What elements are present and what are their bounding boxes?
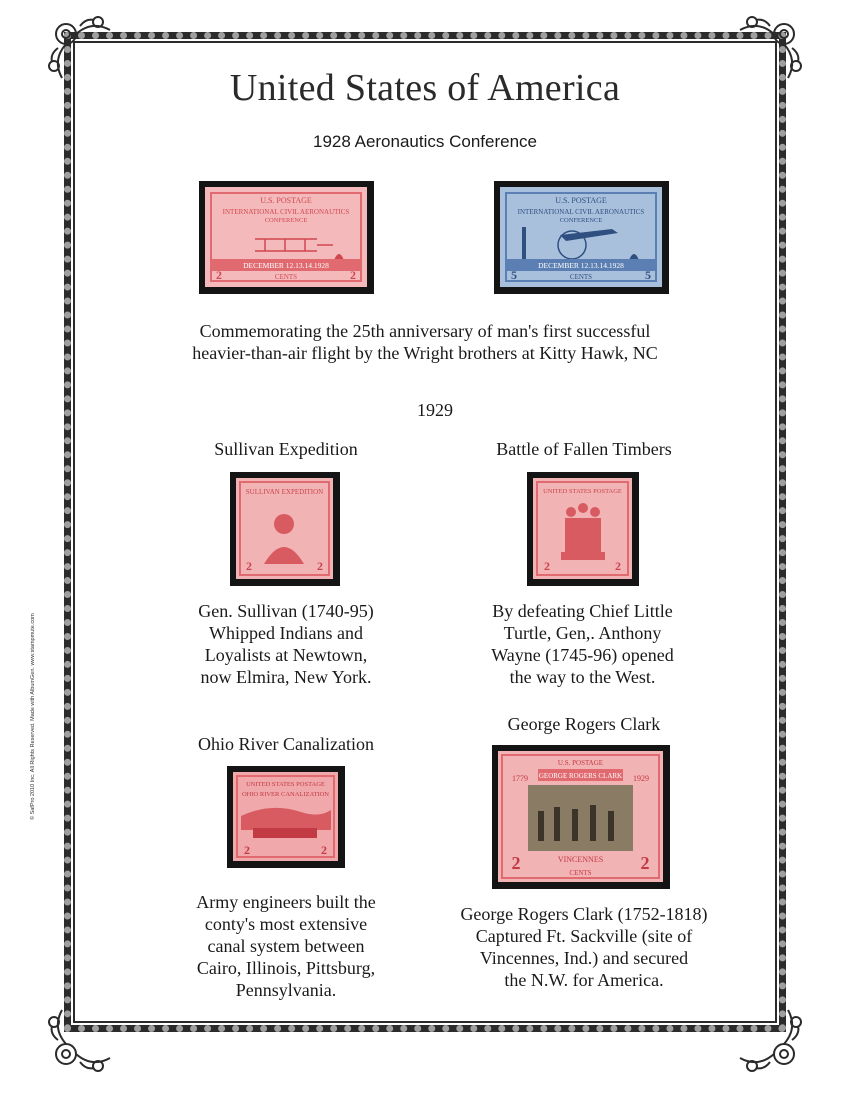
- stamp-top-text: U.S. POSTAGE: [260, 196, 312, 205]
- stamp-top-text: U.S. POSTAGE: [555, 196, 607, 205]
- svg-text:2: 2: [544, 559, 550, 573]
- svg-text:2: 2: [511, 853, 521, 873]
- stamp-year-left: 1779: [512, 774, 528, 783]
- aero-heading: 1928 Aeronautics Conference: [313, 132, 537, 151]
- clark-description: George Rogers Clark (1752-1818) Captured Ft. Sackville (site of Vincennes, Ind.) and secured the N.W. for America.: [460, 904, 708, 990]
- stamp-line2: CONFERENCE: [264, 217, 308, 224]
- svg-text:2: 2: [317, 559, 323, 573]
- stamp-year-right: 1929: [633, 774, 649, 783]
- stamp-denom-left: 2: [216, 268, 222, 282]
- ohio-description: Army engineers built the conty's most extensive canal system between Cairo, Illinois, Pittsburg, Pennsylvania.: [196, 892, 376, 1000]
- stamp-text: UNITED STATES POSTAGE: [246, 781, 325, 788]
- stamp-top: U.S. POSTAGE: [557, 759, 604, 767]
- corner-ornament-icon: [730, 1000, 810, 1080]
- page-border: [64, 32, 786, 1032]
- stamp-line1: INTERNATIONAL CIVIL AERONAUTICS: [517, 208, 645, 216]
- sullivan-description: Gen. Sullivan (1740-95) Whipped Indians and Loyalists at Newtown, now Elmira, New York.: [198, 601, 374, 687]
- stamp-line1: INTERNATIONAL CIVIL AERONAUTICS: [222, 208, 350, 216]
- monument-icon: [522, 227, 526, 261]
- svg-text:2: 2: [246, 559, 252, 573]
- ohio-title: Ohio River Canalization: [198, 734, 374, 754]
- sullivan-title: Sullivan Expedition: [214, 439, 358, 459]
- stamp-ohio-river: [233, 772, 338, 861]
- stamp-date: DECEMBER 12.13.14.1928: [243, 261, 329, 270]
- stamp-name: GEORGE ROGERS CLARK: [538, 772, 623, 780]
- stamp-denom-right: 5: [645, 268, 651, 282]
- stamp-line2: CONFERENCE: [559, 217, 603, 224]
- dam-icon: [253, 828, 317, 838]
- svg-text:2: 2: [615, 559, 621, 573]
- aero-description: Commemorating the 25th anniversary of man's first successful heavier-than-air flight by the Wright brothers at Kitty Hawk, NC: [192, 321, 658, 363]
- stamp-aero-2c: [205, 187, 367, 287]
- stamp-text: SULLIVAN EXPEDITION: [245, 488, 324, 496]
- svg-text:2: 2: [640, 853, 650, 873]
- stamp-bottom: VINCENNES: [557, 855, 604, 864]
- corner-ornament-icon: [40, 1000, 120, 1080]
- clark-title: George Rogers Clark: [507, 714, 661, 734]
- svg-text:2: 2: [321, 843, 327, 857]
- stamp-aero-5c: [500, 187, 662, 287]
- stamp-fallen-timbers: [533, 478, 632, 579]
- portrait-icon: [274, 514, 294, 534]
- stamp-denom-right: 2: [350, 268, 356, 282]
- stamp-denom-left: 5: [511, 268, 517, 282]
- stamp-george-rogers-clark: [498, 751, 663, 882]
- year-heading: 1929: [417, 400, 453, 420]
- timbers-description: By defeating Chief Little Turtle, Gen,. Anthony Wayne (1745-96) opened the way to the West.: [491, 601, 674, 687]
- statue-group-icon: [561, 503, 605, 560]
- svg-text:CENTS: CENTS: [569, 869, 592, 877]
- stamp-cents: CENTS: [569, 273, 593, 281]
- timbers-title: Battle of Fallen Timbers: [496, 439, 672, 459]
- page-title: United States of America: [229, 67, 621, 109]
- stamp-sullivan: [236, 478, 333, 579]
- stamp-text2: OHIO RIVER CANALIZATION: [241, 791, 330, 798]
- copyright-notice: © SafPro 2010 Inc. All Rights Reserved. Made with AlbumGen. www.stampmute.com: [30, 613, 36, 820]
- svg-text:2: 2: [244, 843, 250, 857]
- stamp-text: UNITED STATES POSTAGE: [543, 488, 622, 495]
- stamp-date: DECEMBER 12.13.14.1928: [538, 261, 624, 270]
- stamp-cents: CENTS: [274, 273, 298, 281]
